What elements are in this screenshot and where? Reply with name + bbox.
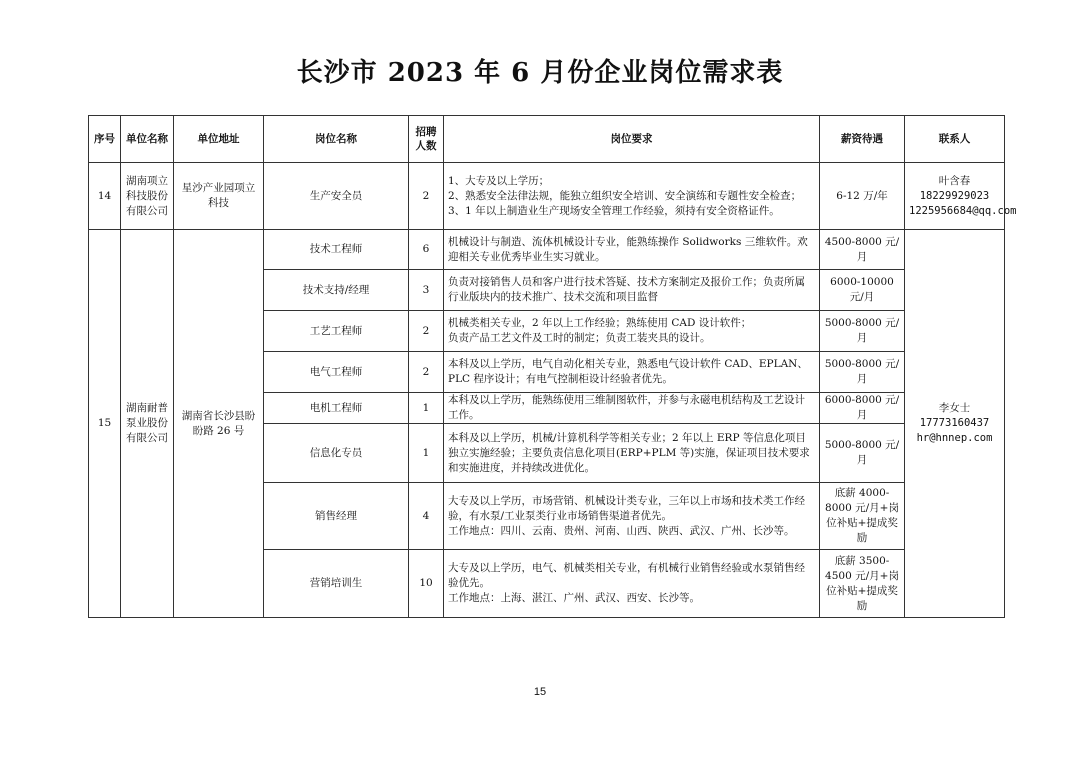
table-header-row bbox=[89, 116, 1005, 163]
position-cell: 工艺工程师 bbox=[264, 311, 409, 352]
requirement-line: 1、大专及以上学历； bbox=[448, 174, 550, 187]
salary-cell: 5000-8000 元/月 bbox=[820, 311, 905, 352]
company-address-cell: 星沙产业园项立科技 bbox=[174, 163, 264, 230]
salary-cell: 5000-8000 元/月 bbox=[820, 352, 905, 393]
contact-name: 叶含春 bbox=[938, 174, 971, 187]
header-company: 单位名称 bbox=[121, 116, 174, 163]
table-row bbox=[89, 163, 1005, 230]
salary-cell: 6-12 万/年 bbox=[820, 163, 905, 230]
company-address-cell: 湖南省长沙县盼盼路 26 号 bbox=[174, 230, 264, 618]
position-cell: 生产安全员 bbox=[264, 163, 409, 230]
position-cell: 电气工程师 bbox=[264, 352, 409, 393]
position-cell: 电机工程师 bbox=[264, 393, 409, 424]
salary-cell: 底薪 4000-8000 元/月+岗位补贴+提成奖励 bbox=[820, 483, 905, 550]
header-address: 单位地址 bbox=[174, 116, 264, 163]
count-cell: 1 bbox=[409, 393, 444, 424]
header-seq: 序号 bbox=[89, 116, 121, 163]
position-cell: 信息化专员 bbox=[264, 424, 409, 483]
company-name-cell: 湖南耐普泵业股份有限公司 bbox=[121, 230, 174, 618]
requirement-cell bbox=[444, 311, 820, 352]
requirement-line: 工作地点：上海、湛江、广州、武汉、西安、长沙等。 bbox=[448, 592, 700, 604]
salary-cell: 6000-10000 元/月 bbox=[820, 270, 905, 311]
requirement-line: 工作地点：四川、云南、贵州、河南、山西、陕西、武汉、广州、长沙等。 bbox=[448, 524, 795, 537]
contact-cell bbox=[905, 163, 1017, 230]
requirement-cell bbox=[444, 163, 820, 230]
count-cell: 2 bbox=[409, 163, 444, 230]
count-cell: 2 bbox=[409, 352, 444, 393]
requirement-cell bbox=[444, 270, 820, 311]
contact-email: hr@hnnep.com bbox=[916, 432, 993, 444]
count-cell: 10 bbox=[409, 550, 444, 618]
position-cell: 技术工程师 bbox=[264, 230, 409, 270]
header-salary: 薪资待遇 bbox=[820, 116, 905, 163]
requirement-line: 大专及以上学历，电气、机械类相关专业，有机械行业销售经验或水泵销售经验优先。 bbox=[448, 562, 805, 589]
requirement-cell bbox=[444, 393, 820, 424]
salary-cell: 4500-8000 元/月 bbox=[820, 230, 905, 270]
requirement-cell bbox=[444, 230, 820, 270]
count-cell: 1 bbox=[409, 424, 444, 483]
count-cell: 3 bbox=[409, 270, 444, 311]
requirement-cell bbox=[444, 483, 820, 550]
requirement-line: 2、熟悉安全法律法规，能独立组织安全培训、安全演练和专题性安全检查； bbox=[448, 189, 802, 202]
header-requirement: 岗位要求 bbox=[444, 116, 820, 163]
requirement-cell bbox=[444, 424, 820, 483]
salary-cell: 5000-8000 元/月 bbox=[820, 424, 905, 483]
salary-cell: 底薪 3500-4500 元/月+岗位补贴+提成奖励 bbox=[820, 550, 905, 618]
job-demand-table bbox=[88, 115, 1017, 618]
header-count: 招聘人数 bbox=[409, 116, 444, 163]
requirement-line: 3、1 年以上制造业生产现场安全管理工作经验，须持有安全资格证件。 bbox=[448, 204, 780, 217]
page-number: 15 bbox=[533, 686, 547, 698]
contact-name: 李女士 bbox=[938, 402, 971, 414]
header-position: 岗位名称 bbox=[264, 116, 409, 163]
contact-cell bbox=[905, 230, 1005, 618]
contact-phone: 18229929023 bbox=[919, 189, 990, 202]
requirement-line: 本科及以上学历，能熟练使用三维制图软件，并参与永磁电机结构及工艺设计工作。 bbox=[448, 394, 805, 421]
position-cell: 营销培训生 bbox=[264, 550, 409, 618]
count-cell: 2 bbox=[409, 311, 444, 352]
table-row bbox=[89, 230, 1005, 270]
header-contact: 联系人 bbox=[905, 116, 1005, 163]
count-cell: 6 bbox=[409, 230, 444, 270]
count-cell: 4 bbox=[409, 483, 444, 550]
requirement-cell bbox=[444, 352, 820, 393]
contact-email: 1225956684@qq.com bbox=[909, 204, 1017, 217]
position-cell: 销售经理 bbox=[264, 483, 409, 550]
seq-cell: 15 bbox=[89, 230, 121, 618]
position-cell: 技术支持/经理 bbox=[264, 270, 409, 311]
seq-cell: 14 bbox=[89, 163, 121, 230]
requirement-line: 大专及以上学历，市场营销、机械设计类专业，三年以上市场和技术类工作经验，有水泵/工业泵类行业市场销售渠道者优先。 bbox=[448, 494, 805, 522]
requirement-line: 机械设计与制造、流体机械设计专业，能熟练操作 Solidworks 三维软件。欢迎相关专业优秀毕业生实习就业。 bbox=[448, 235, 808, 263]
requirement-cell bbox=[444, 550, 820, 618]
contact-phone: 17773160437 bbox=[919, 417, 990, 429]
company-name-cell: 湖南项立科技股份有限公司 bbox=[121, 163, 174, 230]
salary-cell: 6000-8000 元/月 bbox=[820, 393, 905, 424]
requirement-line: 本科及以上学历，机械/计算机科学等相关专业；2 年以上 ERP 等信息化项目独立实施经验；主要负责信息化项目(ERP+PLM 等)实施，保证项目技术要求和实施进度，并持续改进优化。 bbox=[448, 431, 810, 474]
requirement-line: 负责产品工艺文件及工时的制定；负责工装夹具的设计。 bbox=[448, 332, 711, 344]
page-title: 长沙市 2023 年 6 月份企业岗位需求表 bbox=[296, 58, 784, 88]
requirement-line: 机械类相关专业，2 年以上工作经验；熟练使用 CAD 设计软件； bbox=[448, 317, 752, 329]
requirement-line: 本科及以上学历，电气自动化相关专业，熟悉电气设计软件 CAD、EPLAN、PLC 程序设计；有电气控制柜设计经验者优先。 bbox=[448, 358, 808, 385]
requirement-line: 负责对接销售人员和客户进行技术答疑、技术方案制定及报价工作；负责所属行业版块内的技术推广、技术交流和项目监督 bbox=[448, 276, 805, 303]
